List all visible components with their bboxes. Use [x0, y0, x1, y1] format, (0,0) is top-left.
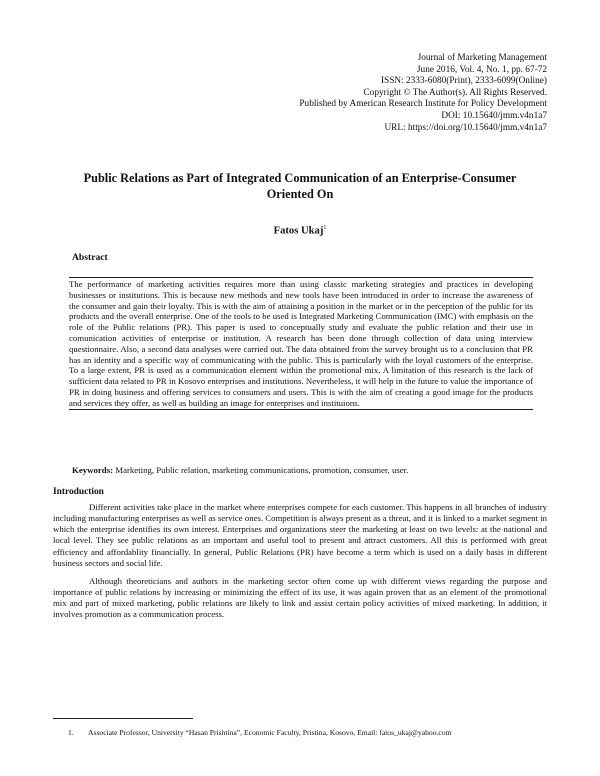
journal-doi: DOI: 10.15640/jmm.v4n1a7 [441, 110, 547, 121]
journal-copyright: Copyright © The Author(s). All Rights Reserved. [363, 87, 547, 98]
footnote [68, 728, 548, 737]
introduction-body [53, 502, 547, 628]
keywords [72, 465, 532, 475]
introduction-paragraph: Different activities take place in the market where enterprises compete for each customer. This happens in all branches of industry including manufacturing enterprises as well as service ones. Competition is always present as a threat, and it is linked to a market segment in which the enterprise identifies its own interest. Enterprises and organizations steer the marketing at least on two levels: at the national and local level. They see public relations as an important and useful tool to present and attract customers. All this is performed with great efficiency and affordablity financially. In general, Public Relations (PR) have become a term which is used on a daily basis in different business sectors and social life. [53, 502, 547, 568]
journal-issn: ISSN: 2333-6080(Print), 2333-6099(Online) [380, 76, 547, 87]
footnote-divider [53, 718, 193, 719]
footnote-text: Associate Professor, University “Hasan Prishtina”, Economic Faculty, Pristina, Kosovo, Email: fatos_ukaj@yahoo.com [88, 728, 452, 737]
keywords-text: Marketing, Public relation, marketing communications, promotion, consumer, user. [115, 465, 409, 475]
keywords-label: Keywords: [72, 465, 114, 475]
author-name: Fatos Ukaj [273, 225, 324, 237]
abstract-text: The performance of marketing activities requires more than using classic marketing strategies and practices in developing businesses or institutions. This is because new methods and new tools have been introduced in order to increase the awareness of the consumer and gain their loyalty. This is with the aim of attaining a position in the market or in the perception of the public for its products and the overall enterprise. One of the tools to be used is Integrated Marketing Communication (IMC) with emphasis on the role of the Public relations (PR). This paper is used to conceptually study and evaluate the public relation and their use in comunication activities of enterprise or institution. A research has been done through collection of data using interview questionnaire. Also, a second data analyses were carried out. The data obtained from the survey brought us to a conclusion that PR has an identity and a specific way of communicating with the public. This is particularly with the loyal customers of the enterprise. To a large extent, PR is used as a communication element within the promotional mix. A limitation of this research is the lack of sufficient data related to PR in Kosovo enterprises and institutions. Nevertheless, it will help in the future to value the importance of PR in doing business and offering services to consumers and users. This is with the aim of creating a good image for the products and services they offer, as well as building an image for enterprises and instituions. [69, 279, 533, 408]
abstract-heading: Abstract [72, 252, 108, 263]
footnote-number: 1. [68, 728, 74, 737]
journal-name: Journal of Marketing Management [417, 53, 547, 63]
introduction-heading: Introduction [53, 487, 104, 497]
journal-info [299, 53, 547, 134]
journal-issue: June 2016, Vol. 4, No. 1, pp. 67-72 [416, 64, 547, 75]
introduction-paragraph: Although theoreticians and authors in the marketing sector often come up with different views regarding the purpose and importance of public relations by increasing or minimizing the effect of its use, it was again proven that as an element of the promotional mix and part of mixed marketing, public relations are likely to link and assist certain policy activities of mixed marketing. In addition, it involves promotion as a communication process. [53, 575, 547, 620]
paper-title: Public Relations as Part of Integrated Communication of an Enterprise-Consumer Oriented On [83, 171, 517, 201]
journal-url[interactable]: URL: https://doi.org/10.15640/jmm.v4n1a7 [384, 122, 547, 133]
author-footnote-mark[interactable]: 1 [323, 225, 327, 231]
journal-publisher: Published by American Research Institute for Policy Development [299, 99, 547, 110]
author [0, 225, 600, 237]
abstract-box [69, 277, 533, 410]
